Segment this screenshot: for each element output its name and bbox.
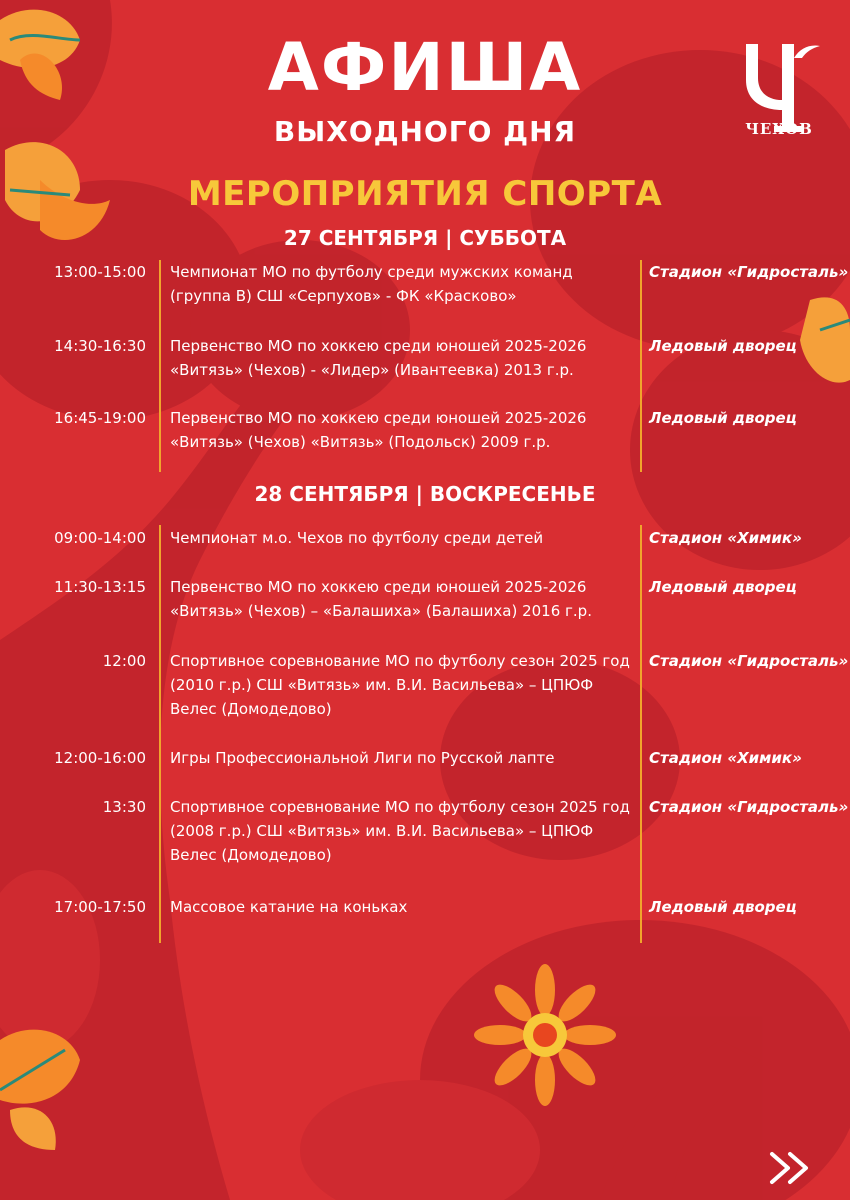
event-time: 16:45-19:00: [54, 409, 146, 427]
event-venue: Ледовый дворец: [649, 409, 797, 427]
event-venue: Стадион «Химик»: [649, 749, 802, 767]
logo-text: ЧЕХОВ: [745, 120, 813, 138]
event-description: Чемпионат м.о. Чехов по футболу среди детей: [170, 529, 544, 547]
event-venue: Стадион «Гидросталь»: [649, 263, 849, 281]
event-time: 12:00: [102, 652, 146, 670]
venue-divider-day1: [640, 260, 642, 472]
event-venue: Ледовый дворец: [649, 578, 797, 596]
event-description: Чемпионат МО по футболу среди мужских команд (группа В) СШ «Серпухов» - ФК «Красково»: [170, 263, 573, 305]
poster-title: АФИША: [267, 29, 583, 106]
day-heading-sunday: 28 СЕНТЯБРЯ | ВОСКРЕСЕНЬЕ: [254, 482, 596, 506]
event-venue: Стадион «Гидросталь»: [649, 652, 849, 670]
event-time: 14:30-16:30: [54, 337, 146, 355]
double-chevron-right-icon[interactable]: [766, 1148, 816, 1188]
event-description: Первенство МО по хоккею среди юношей 2025-2026 «Витязь» (Чехов) – «Балашиха» (Балашиха) 2016 г.р.: [170, 578, 592, 620]
event-venue: Стадион «Гидросталь»: [649, 798, 849, 816]
venue-divider-day2: [640, 525, 642, 943]
event-venue: Ледовый дворец: [649, 898, 797, 916]
day-heading-saturday: 27 СЕНТЯБРЯ | СУББОТА: [283, 226, 567, 250]
section-title: МЕРОПРИЯТИЯ СПОРТА: [187, 174, 663, 214]
event-time: 09:00-14:00: [54, 529, 146, 547]
time-divider-day1: [159, 260, 161, 472]
event-description: Спортивное соревнование МО по футболу сезон 2025 год (2010 г.р.) СШ «Витязь» им. В.И. Васильева» – ЦПЮФ Велес (Домодедово): [170, 652, 630, 718]
event-time: 11:30-13:15: [54, 578, 146, 596]
event-time: 13:00-15:00: [54, 263, 146, 281]
event-venue: Стадион «Химик»: [649, 529, 802, 547]
event-description: Первенство МО по хоккею среди юношей 2025-2026 «Витязь» (Чехов) - «Лидер» (Ивантеевка) 2013 г.р.: [170, 337, 587, 379]
event-description: Массовое катание на коньках: [170, 898, 408, 916]
event-time: 13:30: [102, 798, 146, 816]
event-time: 17:00-17:50: [54, 898, 146, 916]
event-description: Игры Профессиональной Лиги по Русской лапте: [170, 749, 555, 767]
event-venue: Ледовый дворец: [649, 337, 797, 355]
poster-subtitle: ВЫХОДНОГО ДНЯ: [273, 115, 577, 148]
event-description: Спортивное соревнование МО по футболу сезон 2025 год (2008 г.р.) СШ «Витязь» им. В.И. Васильева» – ЦПЮФ Велес (Домодедово): [170, 798, 630, 864]
event-time: 12:00-16:00: [54, 749, 146, 767]
time-divider-day2: [159, 525, 161, 943]
event-description: Первенство МО по хоккею среди юношей 2025-2026 «Витязь» (Чехов) «Витязь» (Подольск) 2009 г.р.: [170, 409, 587, 451]
